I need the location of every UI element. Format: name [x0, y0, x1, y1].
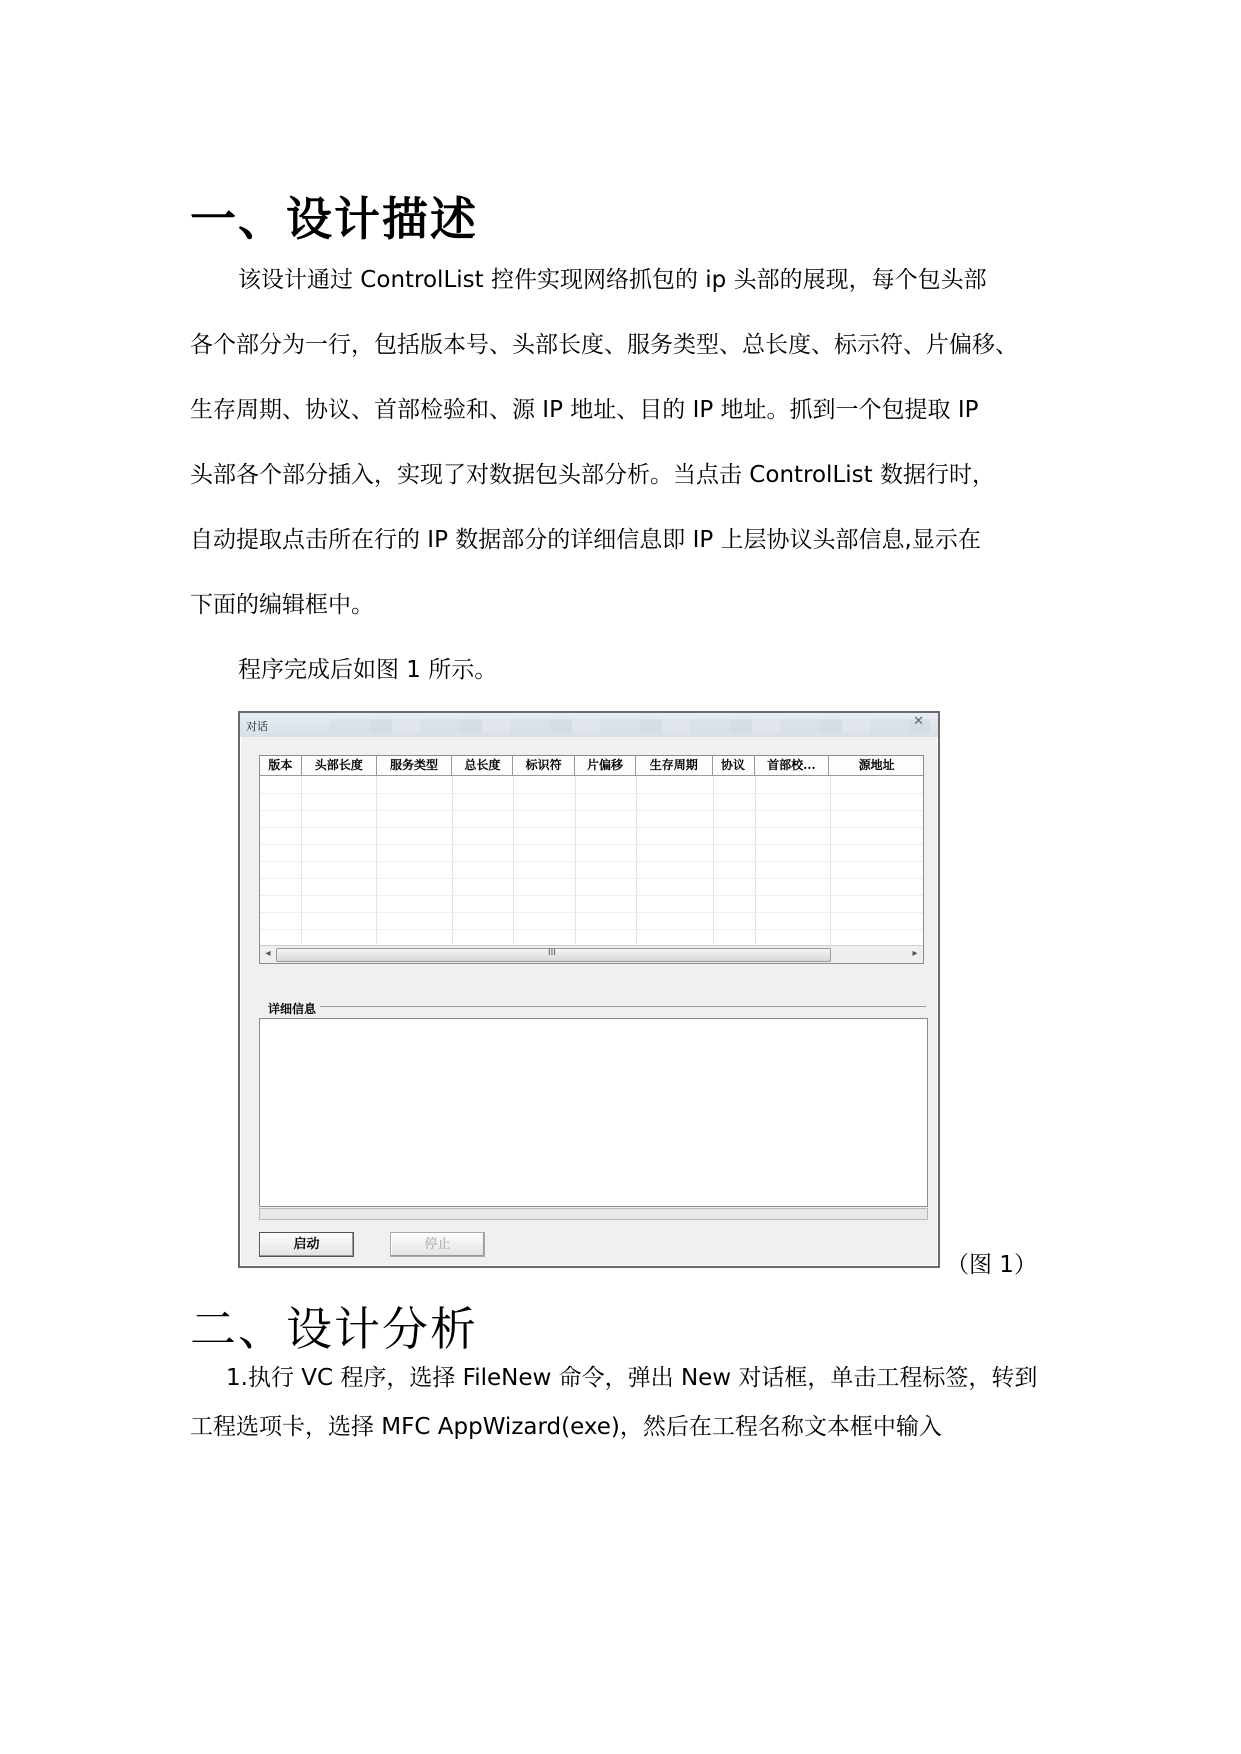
column-header[interactable]: 首部校... — [755, 756, 830, 775]
section1-paragraph — [190, 248, 1070, 703]
detail-group-label: 详细信息 — [268, 1002, 317, 1016]
grid-line — [260, 810, 923, 811]
column-header[interactable]: 协议 — [713, 756, 755, 775]
dialog-title: 对话 — [246, 720, 268, 733]
paragraph-line: 下面的编辑框中。 — [190, 592, 374, 618]
paragraph-line: 自动提取点击所在行的 IP 数据部分的详细信息即 IP 上层协议头部信息,显示在 — [190, 527, 981, 553]
column-header[interactable]: 头部长度 — [302, 756, 377, 775]
close-icon[interactable]: ✕ — [913, 714, 924, 729]
figure-caption: （图 1） — [946, 1252, 1037, 1278]
dialog-titlebar — [240, 713, 938, 737]
grid-line — [260, 878, 923, 879]
paragraph-line: 该设计通过 ControlList 控件实现网络抓包的 ip 头部的展现，每个包头部 — [238, 267, 987, 293]
list-body — [260, 776, 924, 946]
grid-line — [260, 895, 923, 896]
grid-line — [260, 929, 923, 930]
start-button[interactable]: 启动 — [259, 1232, 354, 1257]
grid-line — [260, 793, 923, 794]
section2-paragraph — [190, 1354, 1070, 1452]
grip-icon: III — [548, 948, 556, 958]
section2-heading: 二、设计分析 — [190, 1302, 478, 1356]
column-header[interactable]: 生存周期 — [636, 756, 713, 775]
scroll-left-icon[interactable]: ◂ — [265, 948, 271, 959]
column-header[interactable]: 片偏移 — [575, 756, 636, 775]
packet-list[interactable] — [259, 755, 924, 964]
group-border — [320, 1006, 926, 1007]
column-header[interactable]: 服务类型 — [377, 756, 453, 775]
paragraph-line: 工程选项卡，选择 MFC AppWizard(exe)，然后在工程名称文本框中输入 — [190, 1414, 942, 1440]
grid-line — [260, 912, 923, 913]
grid-line — [260, 827, 923, 828]
paragraph-line: 各个部分为一行，包括版本号、头部长度、服务类型、总长度、标示符、片偏移、 — [190, 332, 1018, 358]
figure-intro: 程序完成后如图 1 所示。 — [238, 657, 498, 683]
column-header[interactable]: 标识符 — [513, 756, 575, 775]
column-header[interactable]: 源地址 — [829, 756, 924, 775]
column-header[interactable]: 版本 — [260, 756, 302, 775]
detail-scrollbar[interactable] — [259, 1208, 928, 1220]
paragraph-line: 1.执行 VC 程序，选择 FileNew 命令，弹出 New 对话框，单击工程标签，转到 — [226, 1365, 1038, 1391]
detail-edit-box[interactable] — [259, 1018, 928, 1207]
paragraph-line: 生存周期、协议、首部检验和、源 IP 地址、目的 IP 地址。抓到一个包提取 IP — [190, 397, 979, 423]
dialog-window — [238, 711, 940, 1268]
section1-heading: 一、设计描述 — [190, 192, 478, 246]
list-header — [260, 756, 924, 776]
grid-line — [260, 844, 923, 845]
blurred-toolbar — [330, 719, 930, 733]
stop-button[interactable]: 停止 — [390, 1232, 485, 1257]
horizontal-scrollbar[interactable] — [260, 945, 923, 964]
paragraph-line: 头部各个部分插入，实现了对数据包头部分析。当点击 ControlList 数据行时， — [190, 462, 995, 488]
column-header[interactable]: 总长度 — [452, 756, 513, 775]
grid-line — [260, 861, 923, 862]
scroll-right-icon[interactable]: ▸ — [912, 948, 918, 959]
scrollbar-thumb[interactable] — [276, 948, 831, 962]
